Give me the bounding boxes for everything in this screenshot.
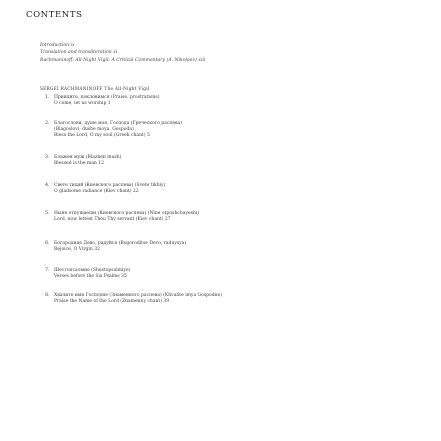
entry-original-title: Хвалите имя Господне (Знаменного распева) (Khvalite imya Gospodne)	[54, 293, 222, 298]
entry-original-title: Ныне отпущаеши (Киевского распева) (Nine otpushchayeshi)	[54, 211, 200, 216]
entry-english-title: Blessed is the man 12	[54, 161, 104, 166]
front-matter-commentary[interactable]: Rachmaninoff: All-Night Vigil: A Critical Commentary (A. Nikolaev) xiii	[40, 58, 206, 63]
entry-number: 1.	[45, 95, 50, 100]
entry-original-title: Приидите, поклонимся (Praise, prostrations)	[54, 95, 160, 100]
contents-entry[interactable]	[45, 293, 428, 305]
front-matter-introduction[interactable]: Introduction ix	[40, 43, 75, 48]
entry-number: 2.	[45, 121, 50, 126]
entry-english-title: Bless the Lord, O my soul (Greek chant) 5	[54, 133, 150, 138]
page-title: CONTENTS	[26, 10, 83, 20]
entry-original-title: (Blagoslovi, dushe moya, Gospoda)	[54, 127, 134, 132]
entry-original-title: Блажен муж (Blazhen muzh)	[54, 155, 122, 160]
entry-english-title: Verses before the Six Psalms 35	[54, 274, 127, 279]
front-matter-translation[interactable]: Translation and transliteration xi	[40, 50, 118, 55]
entry-number: 6.	[45, 241, 50, 246]
entry-number: 7.	[45, 268, 50, 273]
contents-entry[interactable]	[45, 155, 428, 167]
entry-original-title: Свете тихий (Киевского распева) (Svete tikhiy)	[54, 183, 166, 188]
entry-number: 5.	[45, 211, 50, 216]
entry-number: 3.	[45, 155, 50, 160]
entry-original-title: Богородице Дево, радуйся (Bogoroditse Devo, raduysya)	[54, 241, 187, 246]
entry-english-title: Lord, now lettest Thou Thy servant (Kiev chant) 27	[54, 217, 171, 222]
entry-number: 4.	[45, 183, 50, 188]
section-title: SERGEI RACHMANINOFF The All-Night Vigil	[40, 86, 150, 91]
contents-entry[interactable]	[45, 268, 428, 280]
entry-original-title: Шестопсалмие (Shestopsalmiye)	[54, 268, 131, 273]
entry-number: 8.	[45, 293, 50, 298]
entry-english-title: Praise the Name of the Lord (Znamenny chant) 39	[54, 299, 170, 304]
contents-entry[interactable]	[45, 241, 428, 253]
entry-english-title: Rejoice, O Virgin 32	[54, 247, 100, 252]
contents-entry[interactable]	[45, 121, 428, 139]
contents-entry[interactable]	[45, 183, 428, 195]
entry-original-title: Благослови, душе моя, Господа (Греческого распева)	[54, 121, 182, 126]
contents-entry[interactable]	[45, 211, 428, 223]
entry-english-title: O come, let us worship 1	[54, 101, 111, 106]
entry-english-title: O gladsome radiance (Kiev chant) 22	[54, 189, 139, 194]
contents-entry[interactable]	[45, 95, 428, 107]
